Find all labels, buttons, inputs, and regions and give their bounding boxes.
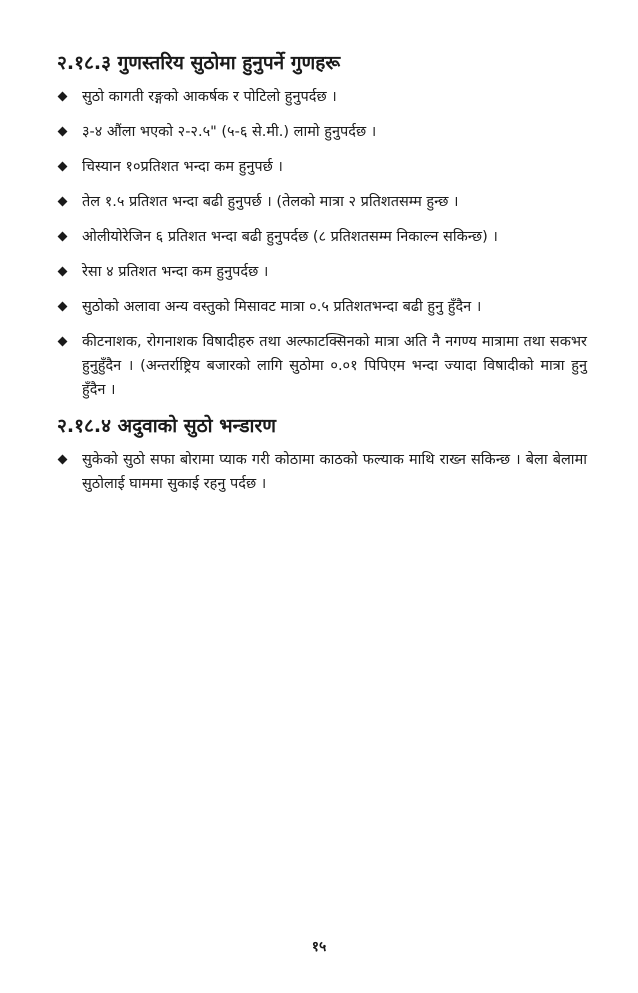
list-item-text: चिस्यान १०प्रतिशत भन्दा कम हुनुपर्छ ।	[82, 159, 283, 175]
diamond-bullet-icon	[58, 232, 68, 242]
list-item	[57, 85, 587, 109]
list-item	[57, 448, 587, 496]
diamond-bullet-icon	[58, 267, 68, 277]
section-heading-quality-ginger: २.१८.३ गुणस्तरिय सुठोमा हुनुपर्ने गुणहरू	[57, 52, 341, 74]
list-item	[57, 295, 587, 319]
list-item-text: ३-४ औंला भएको २-२.५" (५-६ से.मी.) लामो हुनुपर्दछ ।	[82, 124, 377, 140]
diamond-bullet-icon	[58, 337, 68, 347]
page-content	[57, 50, 587, 507]
storage-list	[57, 448, 587, 496]
list-item	[57, 190, 587, 214]
diamond-bullet-icon	[58, 455, 68, 465]
diamond-bullet-icon	[58, 162, 68, 172]
quality-criteria-list	[57, 85, 587, 402]
list-item-text: कीटनाशक, रोगनाशक विषादीहरु तथा अल्फाटक्सिनको मात्रा अति नै नगण्य मात्रामा तथा सकभर हुनुहुँदैन । (अन्तर्राष्ट्रिय बजारको लागि सुठोमा ०.०१ पिपिएम भन्दा ज्यादा विषादीको मात्रा हुनु हुँदैन ।	[82, 334, 587, 398]
list-item	[57, 260, 587, 284]
page-number: १५	[311, 939, 327, 955]
list-item	[57, 120, 587, 144]
list-item-text: रेसा ४ प्रतिशत भन्दा कम हुनुपर्दछ ।	[82, 264, 269, 280]
list-item-text: ओलीयोरेजिन ६ प्रतिशत भन्दा बढी हुनुपर्दछ (८ प्रतिशतसम्म निकाल्न सकिन्छ) ।	[82, 229, 498, 245]
diamond-bullet-icon	[58, 92, 68, 102]
list-item-text: सुठोको अलावा अन्य वस्तुको मिसावट मात्रा ०.५ प्रतिशतभन्दा बढी हुनु हुँदैन ।	[82, 299, 482, 315]
list-item	[57, 225, 587, 249]
list-item-text: सुठो कागती रङ्गको आकर्षक र पोटिलो हुनुपर्दछ ।	[82, 89, 337, 105]
section-heading-ginger-storage: २.१८.४ अदुवाको सुठो भन्डारण	[57, 415, 276, 437]
list-item-text: सुकेको सुठो सफा बोरामा प्याक गरी कोठामा काठको फल्याक माथि राख्न सकिन्छ । बेला बेलामा सुठोलाई घाममा सुकाई रहनु पर्दछ ।	[82, 452, 587, 492]
list-item	[57, 330, 587, 402]
list-item-text: तेल १.५ प्रतिशत भन्दा बढी हुनुपर्छ । (तेलको मात्रा २ प्रतिशतसम्म हुन्छ ।	[82, 194, 459, 210]
diamond-bullet-icon	[58, 127, 68, 137]
diamond-bullet-icon	[58, 302, 68, 312]
list-item	[57, 155, 587, 179]
diamond-bullet-icon	[58, 197, 68, 207]
